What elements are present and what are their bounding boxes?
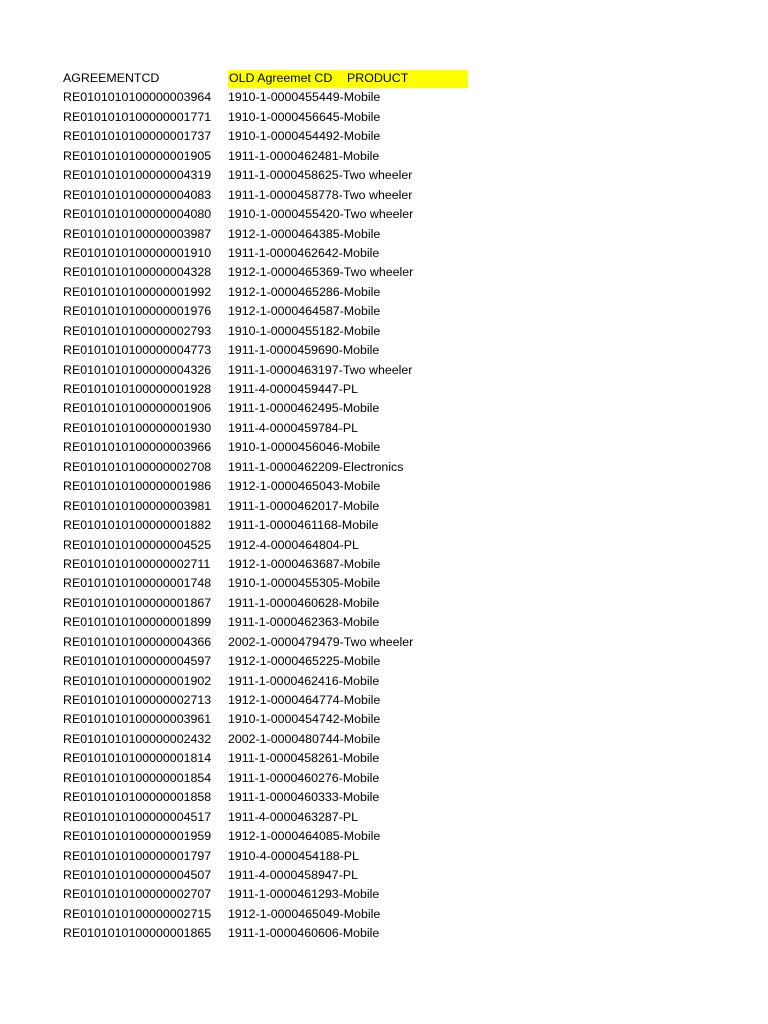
agreement-cell: RE0101010100000001854	[63, 770, 212, 785]
agreement-cell: RE0101010100000001959	[63, 829, 212, 844]
agreement-cell: RE0101010100000002715	[63, 906, 212, 921]
agreement-cell: RE0101010100000003987	[63, 226, 212, 241]
agreement-cell: RE0101010100000002708	[63, 459, 212, 474]
agreement-cell: RE0101010100000001867	[63, 595, 212, 610]
old-agreement-product-cell: 1910-1-0000455449-Mobile	[228, 90, 381, 105]
header-agreementcd: AGREEMENTCD	[63, 71, 160, 85]
old-agreement-product-cell: 1911-4-0000459447-PL	[228, 382, 358, 396]
old-agreement-product-cell: 1910-1-0000455420-Two wheeler	[228, 207, 414, 222]
old-agreement-product-cell: 1912-1-0000464385-Mobile	[228, 226, 381, 241]
agreement-cell: RE0101010100000001865	[63, 926, 212, 941]
agreement-cell: RE0101010100000003961	[63, 712, 212, 727]
agreement-cell: RE0101010100000004083	[63, 187, 212, 202]
agreement-cell: RE0101010100000004328	[63, 265, 212, 280]
agreement-cell: RE0101010100000001858	[63, 790, 212, 805]
old-agreement-product-cell: 1910-1-0000455182-Mobile	[228, 323, 381, 338]
old-agreement-product-cell: 1911-1-0000458778-Two wheeler	[228, 187, 413, 202]
old-agreement-product-cell: 1912-1-0000465049-Mobile	[228, 906, 381, 921]
agreement-cell: RE0101010100000002432	[63, 731, 212, 746]
old-agreement-product-cell: 1910-1-0000456046-Mobile	[228, 440, 381, 455]
old-agreement-product-cell: 2002-1-0000480744-Mobile	[228, 731, 381, 746]
old-agreement-product-cell: 1911-1-0000460333-Mobile	[228, 790, 380, 805]
agreement-cell: RE0101010100000004080	[63, 207, 212, 222]
old-agreement-product-cell: 1912-1-0000465043-Mobile	[228, 479, 381, 494]
old-agreement-product-cell: 1911-1-0000460628-Mobile	[228, 595, 380, 610]
agreement-cell: RE0101010100000001930	[63, 420, 212, 435]
old-agreement-product-cell: 1911-1-0000462363-Mobile	[228, 615, 380, 630]
agreement-cell: RE0101010100000001902	[63, 673, 212, 688]
header-product: PRODUCT	[347, 71, 409, 85]
agreement-cell: RE0101010100000001797	[63, 848, 212, 863]
agreement-cell: RE0101010100000004525	[63, 537, 212, 552]
old-agreement-product-cell: 1911-1-0000462481-Mobile	[228, 148, 380, 163]
old-agreement-product-cell: 1911-1-0000462017-Mobile	[228, 498, 380, 513]
old-agreement-product-cell: 1910-4-0000454188-PL	[228, 848, 359, 863]
old-agreement-product-cell: 1911-1-0000462495-Mobile	[228, 401, 380, 416]
old-agreement-product-cell: 1911-1-0000459690-Mobile	[228, 343, 380, 358]
old-agreement-product-cell: 1911-1-0000460606-Mobile	[228, 926, 380, 941]
agreement-cell: RE0101010100000003966	[63, 440, 212, 455]
old-agreement-product-cell: 1912-1-0000465286-Mobile	[228, 284, 381, 299]
old-agreement-product-cell: 1911-1-0000462642-Mobile	[228, 245, 380, 260]
agreement-cell: RE0101010100000004326	[63, 362, 212, 377]
agreement-cell: RE0101010100000001906	[63, 401, 212, 416]
agreement-cell: RE0101010100000002707	[63, 887, 212, 902]
header-old-agreement-cd: OLD Agreemet CD	[229, 71, 333, 85]
agreement-cell: RE0101010100000004773	[63, 343, 212, 358]
agreement-cell: RE0101010100000004366	[63, 634, 212, 649]
agreement-cell: RE0101010100000003964	[63, 90, 212, 105]
old-agreement-product-cell: 1910-1-0000454492-Mobile	[228, 129, 381, 144]
agreement-cell: RE0101010100000001748	[63, 576, 212, 591]
old-agreement-product-cell: 1912-1-0000464085-Mobile	[228, 829, 381, 844]
agreement-cell: RE0101010100000002711	[63, 556, 211, 571]
old-agreement-product-cell: 1911-1-0000463197-Two wheeler	[228, 362, 413, 377]
agreement-cell: RE0101010100000001928	[63, 382, 212, 396]
old-agreement-product-cell: 1911-1-0000458261-Mobile	[228, 751, 380, 766]
agreement-cell: RE0101010100000002793	[63, 323, 212, 338]
old-agreement-product-cell: 1911-4-0000458947-PL	[228, 867, 358, 882]
old-agreement-product-cell: 1911-4-0000463287-PL	[228, 809, 358, 824]
agreement-cell: RE0101010100000001737	[63, 129, 212, 144]
old-agreement-product-cell: 1911-1-0000462209-Electronics	[228, 459, 404, 474]
agreement-cell: RE0101010100000001910	[63, 245, 212, 260]
agreement-cell: RE0101010100000002713	[63, 693, 212, 707]
old-agreement-product-cell: 1911-4-0000459784-PL	[228, 420, 358, 435]
old-agreement-product-cell: 1911-1-0000461293-Mobile	[228, 887, 380, 902]
old-agreement-product-cell: 1912-1-0000465225-Mobile	[228, 654, 381, 669]
agreement-cell: RE0101010100000001882	[63, 518, 212, 533]
agreement-cell: RE0101010100000001992	[63, 284, 212, 299]
old-agreement-product-cell: 1910-1-0000456645-Mobile	[228, 109, 381, 124]
agreement-cell: RE0101010100000004597	[63, 654, 212, 669]
old-agreement-product-cell: 1912-4-0000464804-PL	[228, 537, 359, 552]
old-agreement-product-cell: 2002-1-0000479479-Two wheeler	[228, 634, 414, 649]
agreement-cell: RE0101010100000001905	[63, 148, 212, 163]
old-agreement-product-cell: 1912-1-0000464774-Mobile	[228, 693, 381, 707]
old-agreement-product-cell: 1912-1-0000464587-Mobile	[228, 304, 381, 319]
agreement-cell: RE0101010100000004507	[63, 867, 212, 882]
agreement-cell: RE0101010100000003981	[63, 498, 212, 513]
old-agreement-product-cell: 1911-1-0000460276-Mobile	[228, 770, 380, 785]
old-agreement-product-cell: 1911-1-0000461168-Mobile	[228, 518, 379, 533]
old-agreement-product-cell: 1910-1-0000455305-Mobile	[228, 576, 381, 591]
old-agreement-product-cell: 1911-1-0000462416-Mobile	[228, 673, 380, 688]
agreement-cell: RE0101010100000001771	[63, 109, 212, 124]
agreement-cell: RE0101010100000004319	[63, 168, 212, 183]
agreement-cell: RE0101010100000004517	[63, 809, 212, 824]
agreement-cell: RE0101010100000001814	[63, 751, 212, 766]
agreement-cell: RE0101010100000001986	[63, 479, 212, 494]
old-agreement-product-cell: 1911-1-0000458625-Two wheeler	[228, 168, 413, 183]
agreement-cell: RE0101010100000001899	[63, 615, 212, 630]
old-agreement-product-cell: 1912-1-0000465369-Two wheeler	[228, 265, 414, 280]
old-agreement-product-cell: 1910-1-0000454742-Mobile	[228, 712, 381, 727]
old-agreement-product-cell: 1912-1-0000463687-Mobile	[228, 556, 381, 571]
agreement-cell: RE0101010100000001976	[63, 304, 212, 319]
